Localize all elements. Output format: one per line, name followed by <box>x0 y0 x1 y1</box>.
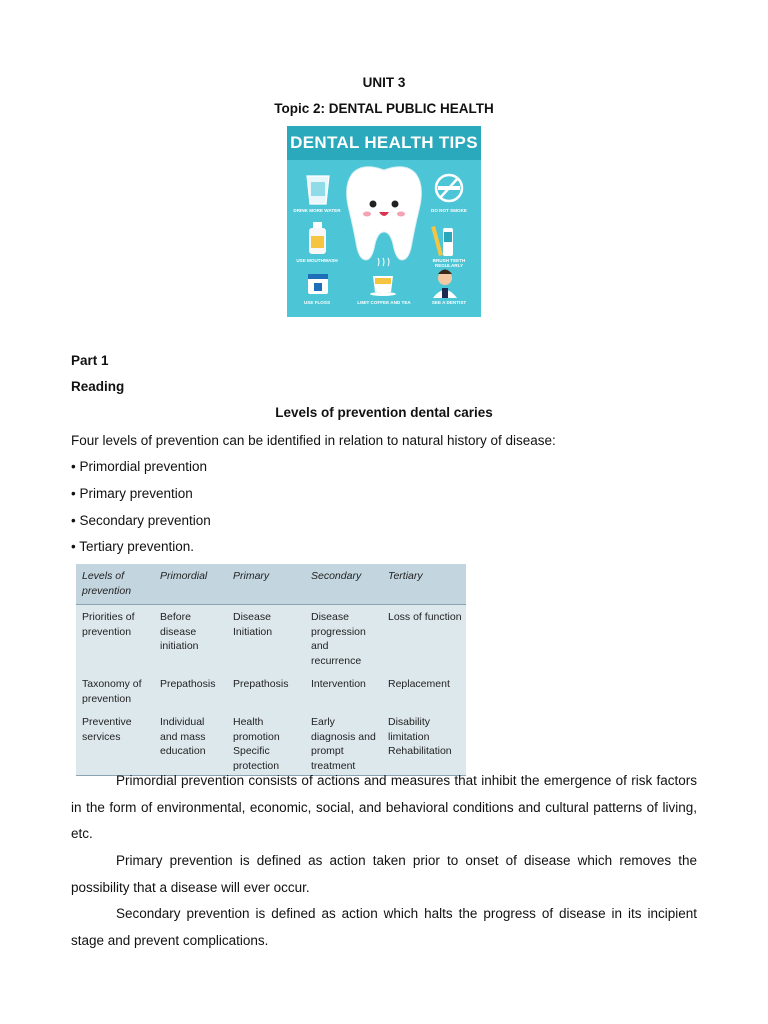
article-title: Levels of prevention dental caries <box>275 405 493 420</box>
paragraph-text: Primordial prevention consists of actions and measures that inhibit the emergence of risk factors in the form of environmental, economic, social, and behavioral conditions and cultural patterns of living, etc. <box>71 773 697 841</box>
caption-brush: BRUSH TEETH REGULARLY <box>432 258 466 268</box>
floss-icon <box>308 274 328 294</box>
table-cell: Disease progression and recurrence <box>311 611 366 667</box>
bullet-item: • Primordial prevention <box>71 459 208 474</box>
bullet-item: • Secondary prevention <box>71 513 211 528</box>
table-header-row <box>76 564 466 605</box>
unit-heading: UNIT 3 <box>362 75 406 90</box>
table-cell: Taxonomy of prevention <box>82 678 142 705</box>
section-label: Reading <box>71 379 125 394</box>
table-row <box>76 710 466 776</box>
part-label: Part 1 <box>71 353 109 368</box>
paragraph-primordial <box>71 768 697 848</box>
table-header-cell: Primordial <box>154 564 227 605</box>
caption-mouthwash: USE MOUTHWASH <box>296 258 338 263</box>
intro-text: Four levels of prevention can be identified in relation to natural history of disease: <box>71 433 556 448</box>
topic-heading: Topic 2: DENTAL PUBLIC HEALTH <box>274 101 494 116</box>
mouthwash-icon <box>309 222 326 254</box>
dental-health-tips-poster <box>287 126 481 317</box>
dentist-icon <box>433 270 457 299</box>
table-header-cell: Secondary <box>305 564 382 605</box>
table-cell: Before disease initiation <box>160 611 199 652</box>
table-cell: Disease Initiation <box>233 611 273 638</box>
table-cell: Disability limitation Rehabilitation <box>382 710 466 776</box>
bullet-item: • Tertiary prevention. <box>71 539 195 554</box>
table-cell: Loss of function <box>388 611 462 623</box>
table-cell: Early diagnosis and prompt treatment <box>305 710 382 776</box>
table-cell: Prepathosis <box>160 678 216 690</box>
caption-water: DRINK MORE WATER <box>293 208 341 213</box>
table-row <box>76 605 466 673</box>
prevention-levels-table <box>76 564 466 776</box>
paragraph-secondary <box>71 901 697 954</box>
table-cell: Intervention <box>311 678 366 690</box>
no-smoking-icon <box>436 175 462 201</box>
table-header-cell: Levels of prevention <box>76 564 154 605</box>
paragraph-text: Secondary prevention is defined as action which halts the progress of disease in its incipient stage and prevent complications. <box>71 906 697 948</box>
coffee-cup-icon <box>370 258 396 296</box>
table-row <box>76 672 466 710</box>
caption-dentist: SEE A DENTIST <box>431 300 467 305</box>
table-header-cell: Tertiary <box>382 564 466 605</box>
table-cell: Health promotion Specific protection <box>227 710 305 776</box>
caption-floss: USE FLOSS <box>303 300 331 305</box>
water-glass-icon <box>307 176 329 204</box>
paragraph-text: Primary prevention is defined as action taken prior to onset of disease which removes the possibility that a disease will ever occur. <box>71 853 697 895</box>
table-cell: Priorities of prevention <box>82 611 135 638</box>
poster-title: DENTAL HEALTH TIPS <box>287 126 481 160</box>
table-cell: Replacement <box>388 678 450 690</box>
paragraph-primary <box>71 848 697 901</box>
caption-smoke: DO NOT SMOKE <box>431 208 467 213</box>
poster-illustration <box>287 126 481 317</box>
table-cell: Preventive services <box>76 710 154 776</box>
tooth-mascot-icon <box>347 167 422 260</box>
toothbrush-icon <box>431 226 453 256</box>
table-header-cell: Primary <box>227 564 305 605</box>
table-cell: Individual and mass education <box>154 710 227 776</box>
bullet-item: • Primary prevention <box>71 486 193 501</box>
table-cell: Prepathosis <box>233 678 289 690</box>
caption-coffee: LIMIT COFFEE AND TEA <box>357 300 411 305</box>
